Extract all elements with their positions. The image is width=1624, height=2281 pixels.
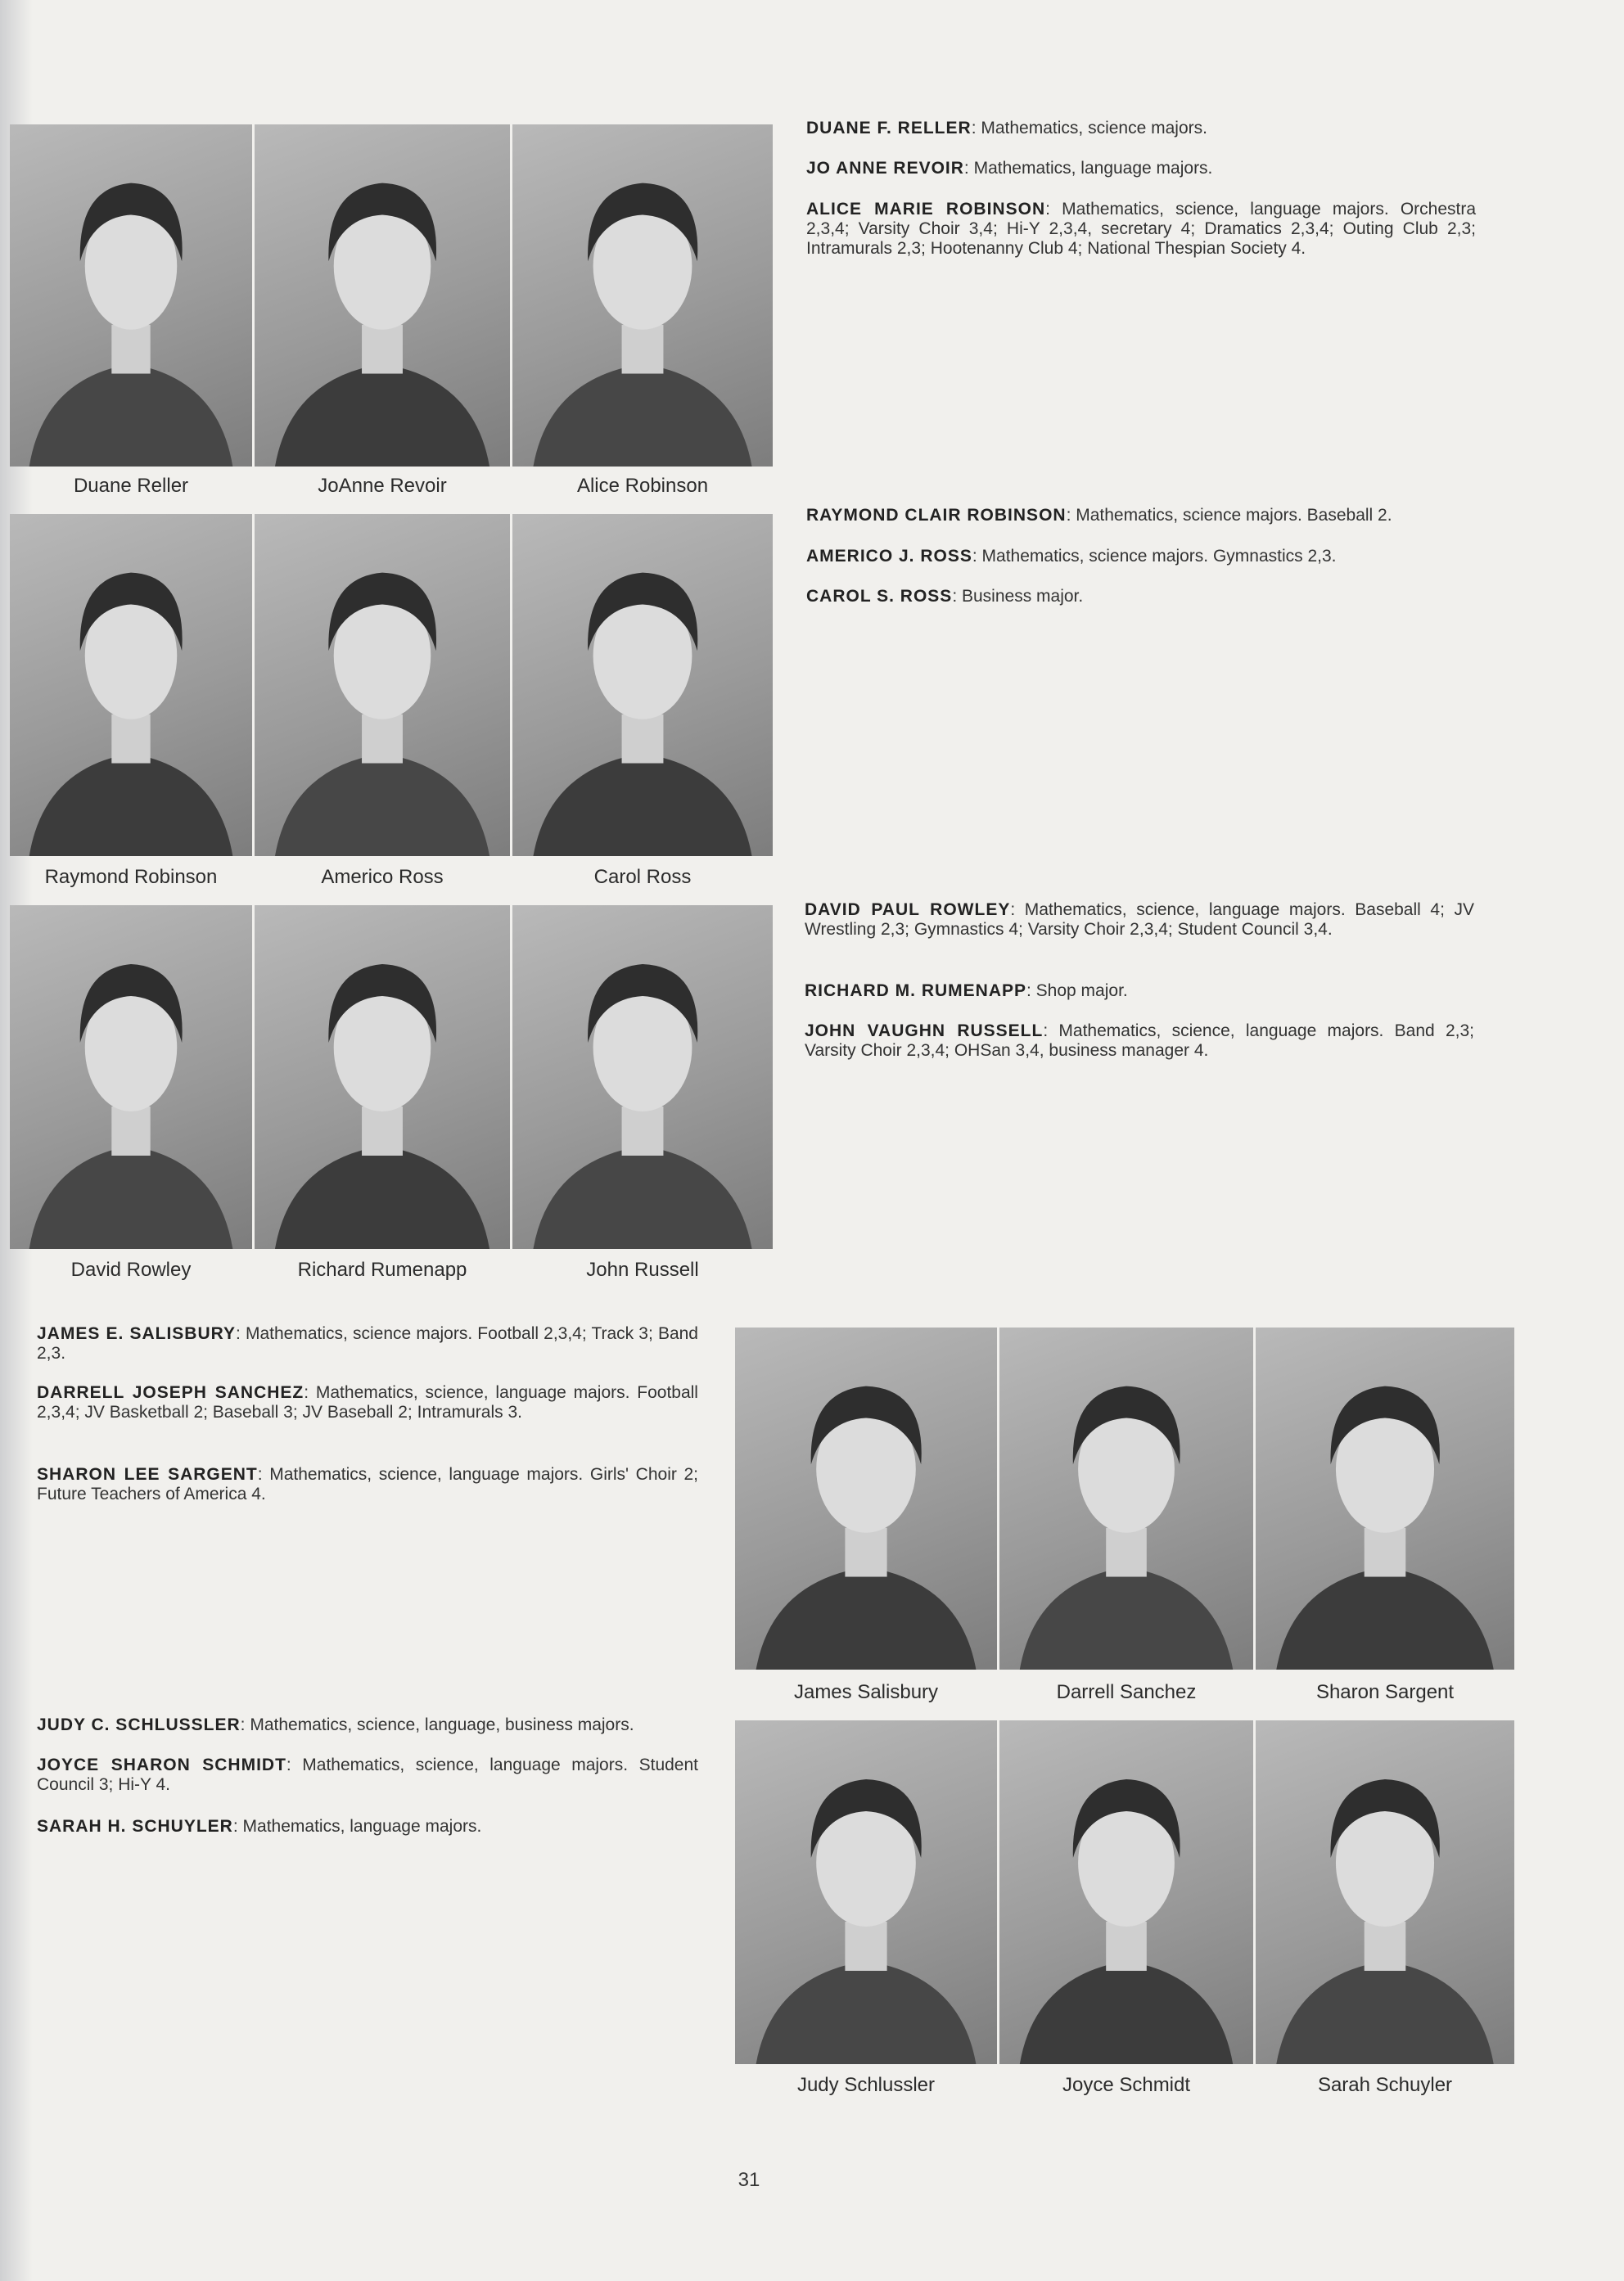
portrait-silhouette xyxy=(735,1720,997,2064)
bio-alice-robinson xyxy=(806,200,1476,259)
portrait-silhouette xyxy=(999,1328,1253,1670)
caption-raymond-robinson: Raymond Robinson xyxy=(44,866,218,888)
caption-david-rowley: David Rowley xyxy=(70,1259,192,1281)
portrait-silhouette xyxy=(1256,1720,1514,2064)
bio-john-russell xyxy=(805,1021,1474,1061)
bio-name: JO ANNE REVOIR xyxy=(806,159,964,178)
caption-judy-schlussler: Judy Schlussler xyxy=(796,2074,936,2096)
photo-judy-schlussler xyxy=(735,1720,997,2064)
bio-richard-rumenapp xyxy=(805,981,1474,1001)
photo-joanne-revoir xyxy=(255,124,510,467)
bio-david-rowley xyxy=(805,900,1474,940)
portrait-silhouette xyxy=(10,124,252,467)
photo-david-rowley xyxy=(10,905,252,1249)
photo-carol-ross xyxy=(512,514,773,856)
bio-text: : Shop major. xyxy=(1026,981,1128,1000)
bio-text: : Mathematics, science, language, business majors. xyxy=(240,1715,634,1734)
portrait-silhouette xyxy=(10,905,252,1249)
bio-text: : Mathematics, language majors. xyxy=(963,159,1213,178)
caption-joyce-schmidt: Joyce Schmidt xyxy=(1062,2074,1191,2096)
caption-americo-ross: Americo Ross xyxy=(321,866,444,888)
portrait-silhouette xyxy=(512,124,773,467)
photo-americo-ross xyxy=(255,514,510,856)
bio-name: AMERICO J. ROSS xyxy=(806,547,972,566)
bio-text: : Mathematics, language majors. xyxy=(232,1817,482,1836)
bio-text: : Mathematics, science majors. xyxy=(971,119,1207,137)
caption-james-salisbury: James Salisbury xyxy=(793,1681,939,1703)
bio-text: : Mathematics, science, language majors. Football 2,3,4; JV Basketball 2; Baseball 3; JV Baseball 2; Intramurals 3. xyxy=(37,1383,698,1422)
bio-text: : Mathematics, science majors. Football 2,3,4; Track 3; Band 2,3. xyxy=(37,1324,698,1363)
photo-sarah-schuyler xyxy=(1256,1720,1514,2064)
bio-name: DAVID PAUL ROWLEY xyxy=(805,900,1011,919)
caption-duane-reller: Duane Reller xyxy=(73,475,189,497)
bio-james-salisbury xyxy=(37,1324,698,1364)
caption-richard-rumenapp: Richard Rumenapp xyxy=(297,1259,467,1281)
bio-darrell-sanchez xyxy=(37,1383,698,1422)
bio-name: ALICE MARIE ROBINSON xyxy=(806,200,1046,219)
bio-text: : Mathematics, science, language majors. Band 2,3; Varsity Choir 2,3,4; OHSan 3,4, business manager 4. xyxy=(805,1021,1474,1060)
portrait-silhouette xyxy=(10,514,252,856)
bio-name: DUANE F. RELLER xyxy=(806,119,972,137)
bio-text: : Mathematics, science, language majors. Baseball 4; JV Wrestling 2,3; Gymnastics 4; Varsity Choir 2,3,4; Student Council 3,4. xyxy=(805,900,1474,939)
bio-carol-ross xyxy=(806,587,1476,606)
portrait-silhouette xyxy=(999,1720,1253,2064)
bio-name: JOHN VAUGHN RUSSELL xyxy=(805,1021,1044,1040)
caption-darrell-sanchez: Darrell Sanchez xyxy=(1056,1681,1197,1703)
bio-name: SHARON LEE SARGENT xyxy=(37,1465,258,1484)
bio-name: JOYCE SHARON SCHMIDT xyxy=(37,1756,286,1774)
photo-john-russell xyxy=(512,905,773,1249)
portrait-silhouette xyxy=(255,124,510,467)
bio-sharon-sargent xyxy=(37,1465,698,1504)
bio-name: CAROL S. ROSS xyxy=(806,587,953,606)
photo-darrell-sanchez xyxy=(999,1328,1253,1670)
photo-james-salisbury xyxy=(735,1328,997,1670)
bio-text: : Mathematics, science, language majors. Orchestra 2,3,4; Varsity Choir 3,4; Hi-Y 2,3,4, secretary 4; Dramatics 2,3,4; Outing Club 2,3; Intramurals 2,3; Hootenanny Club 4; National Thespian Society 4. xyxy=(806,200,1477,258)
caption-alice-robinson: Alice Robinson xyxy=(576,475,709,497)
page-number: 31 xyxy=(738,2169,760,2191)
bio-raymond-robinson xyxy=(806,506,1476,525)
portrait-silhouette xyxy=(735,1328,997,1670)
bio-name: RAYMOND CLAIR ROBINSON xyxy=(806,506,1067,525)
portrait-silhouette xyxy=(255,905,510,1249)
photo-richard-rumenapp xyxy=(255,905,510,1249)
caption-joanne-revoir: JoAnne Revoir xyxy=(318,475,447,497)
bio-judy-schlussler xyxy=(37,1715,698,1735)
photo-joyce-schmidt xyxy=(999,1720,1253,2064)
caption-sharon-sargent: Sharon Sargent xyxy=(1315,1681,1455,1703)
bio-joyce-schmidt xyxy=(37,1756,698,1795)
bio-name: JAMES E. SALISBURY xyxy=(37,1324,237,1343)
bio-name: DARRELL JOSEPH SANCHEZ xyxy=(37,1383,304,1402)
bio-name: RICHARD M. RUMENAPP xyxy=(805,981,1026,1000)
portrait-silhouette xyxy=(512,905,773,1249)
bio-sarah-schuyler xyxy=(37,1817,698,1837)
caption-sarah-schuyler: Sarah Schuyler xyxy=(1317,2074,1453,2096)
bio-name: SARAH H. SCHUYLER xyxy=(37,1817,233,1836)
bio-name: JUDY C. SCHLUSSLER xyxy=(37,1715,241,1734)
bio-text: : Business major. xyxy=(952,587,1084,606)
bio-joanne-revoir xyxy=(806,159,1476,178)
bio-text: : Mathematics, science, language majors. Student Council 3; Hi-Y 4. xyxy=(37,1756,698,1794)
portrait-silhouette xyxy=(512,514,773,856)
bio-duane-reller xyxy=(806,119,1476,138)
bio-text: : Mathematics, science majors. Baseball 2. xyxy=(1066,506,1392,525)
photo-raymond-robinson xyxy=(10,514,252,856)
caption-carol-ross: Carol Ross xyxy=(593,866,692,888)
caption-john-russell: John Russell xyxy=(586,1259,699,1281)
photo-duane-reller xyxy=(10,124,252,467)
bio-text: : Mathematics, science majors. Gymnastics 2,3. xyxy=(972,547,1337,566)
portrait-silhouette xyxy=(255,514,510,856)
bio-americo-ross xyxy=(806,547,1476,566)
photo-alice-robinson xyxy=(512,124,773,467)
bio-text: : Mathematics, science, language majors. Girls' Choir 2; Future Teachers of America 4. xyxy=(37,1465,698,1503)
portrait-silhouette xyxy=(1256,1328,1514,1670)
photo-sharon-sargent xyxy=(1256,1328,1514,1670)
